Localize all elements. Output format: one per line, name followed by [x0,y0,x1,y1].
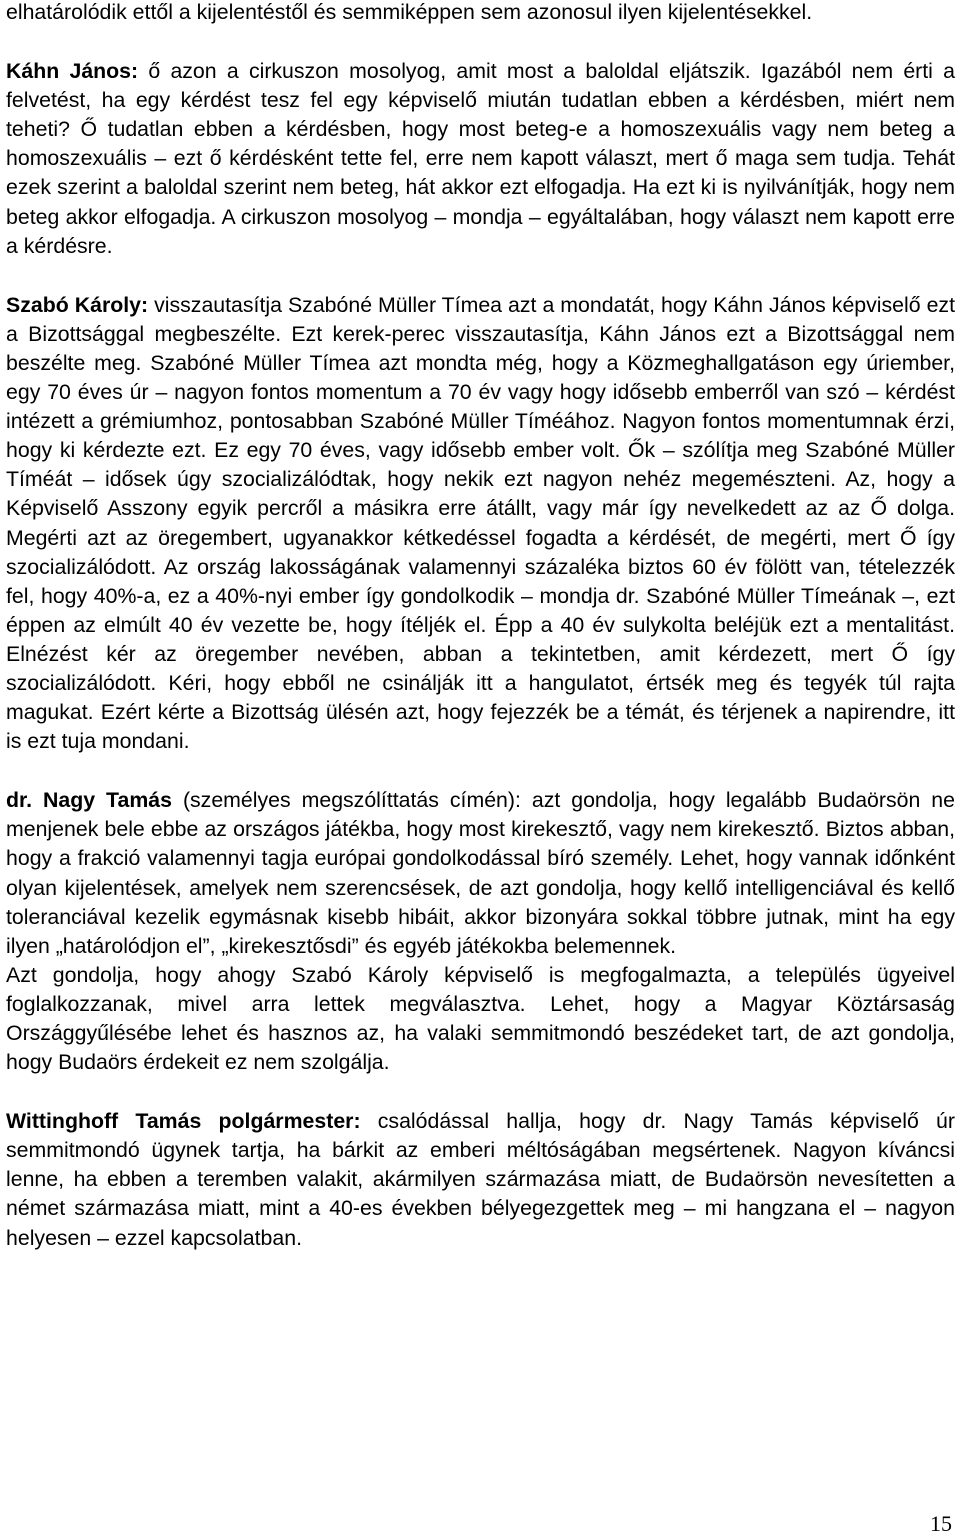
paragraph-kahn-janos [6,57,955,261]
speaker-name: Szabó Károly: [6,292,149,317]
page-number: 15 [930,1511,952,1536]
paragraph-nagy-tamas-continued [6,961,955,1077]
paragraph-text: visszautasítja Szabóné Müller Tímea azt a mondatát, hogy Káhn János képviselő ezt a Bizottsággal megbeszélte. Ezt kerek-perec visszautasítja, Káhn János ezt a Bizottsággal nem beszélte meg. Szabóné Müller Tímea azt mondta még, hogy a Közmeghallgatáson egy úriember, egy 70 éves úr – nagyon fontos momentum a 70 év vagy hogy idősebb emberről van szó – kérdést intézett a grémiumhoz, pontosabban Szabóné Müller Tíméához. Nagyon fontos momentumnak érzi, hogy ki kérdezte ezt. Ez egy 70 éves, vagy idősebb ember volt. Ők – szólítja meg Szabóné Müller Tíméát – idősek úgy szocializálódtak, hogy nekik ezt nagyon nehéz megemészteni. Az, hogy a Képviselő Asszony egyik percről a másikra erre átállt, vagy már így nevelkedett az az Ő dolga. Megérti azt az öregembert, ugyanakkor kétkedéssel fogadta a kérdését, de megérti, mert Ő így szocializálódott. Az ország lakosságának valamennyi százaléka biztos 60 év fölött van, tételezzék fel, hogy 40%-a, ez a 40%-nyi ember így gondolkodik – mondja dr. Szabóné Müller Tímeának –, ezt éppen az elmúlt 40 év vezette be, hogy ítéljék el. Épp a 40 év sulykolta beléjük ezt a mentalitást. Elnézést kér az öregember nevében, abban a tekintetben, amit kérdezett, mert Ő így szocializálódott. Kéri, hogy ebből ne csinálják itt a hangulatot, értsék meg és tegyék túl rajta magukat. Ezért kérte a Bizottság ülésén azt, hogy fejezzék be a témát, és térjenek a napirendre, itt is ezt tuja mondani. [6,292,955,754]
paragraph-text: Azt gondolja, hogy ahogy Szabó Károly képviselő is megfogalmazta, a település ügyeivel foglalkozzanak, mivel arra lettek megválasztva. Lehet, hogy a Magyar Köztársaság Országgyűlésébe lehet és hasznos az, ha valaki semmitmondó beszédeket tart, de azt gondolja, hogy Budaörs érdekeit ez nem szolgálja. [6,962,955,1075]
paragraph-nagy-tamas [6,786,955,961]
paragraph-continuation [6,0,955,27]
paragraph-wittinghoff-tamas [6,1107,955,1252]
document-page [6,0,955,1283]
paragraph-text: ő azon a cirkuszon mosolyog, amit most a baloldal eljátszik. Igazából nem érti a felvetést, ha egy kérdést tesz fel egy képviselő miután tudatlan ebben a kérdésben, miért nem teheti? Ő tudatlan ebben a kérdésben, hogy most beteg-e a homoszexuális vagy nem beteg a homoszexuális – ezt ő kérdésként tette fel, erre nem kapott választ, mert ő maga sem tudja. Tehát ezek szerint a baloldal szerint nem beteg, hát akkor ezt elfogadja. Ha ezt ki is nyilvánítják, hogy nem beteg akkor elfogadja. A cirkuszon mosolyog – mondja – egyáltalában, hogy választ nem kapott erre a kérdésre. [6,59,955,258]
paragraph-szabo-karoly [6,291,955,757]
paragraph-text: csalódással hallja, hogy dr. Nagy Tamás képviselő úr semmitmondó ügynek tartja, ha bárkit az emberi méltóságában megsértenek. Nagyon kíváncsi lenne, ha ebben a teremben valakit, akármilyen származása miatt, de Budaörsön nevesítetten a német származása miatt, mint a 40-es években bélyegezgettek meg – mi hangzana el – nagyon helyesen – ezzel kapcsolatban. [6,1109,955,1250]
paragraph-text: elhatárolódik ettől a kijelentéstől és semmiképpen sem azonosul ilyen kijelentésekkel. [6,0,813,24]
speaker-name: Wittinghoff Tamás polgármester: [6,1109,361,1134]
paragraph-text: (személyes megszólíttatás címén): azt gondolja, hogy legalább Budaörsön ne menjenek bele ebbe az országos játékba, hogy most kirekesztő, vagy nem kirekesztő. Biztos abban, hogy a frakció valamennyi tagja európai gondolkodással bíró személy. Lehet, hogy vannak időnként olyan kijelentések, amelyek nem szerencsések, de azt gondolja, hogy kellő intelligenciával és kellő toleranciával kezelik egymásnak kisebb hibáit, akkor bizonyára sokkal többre jutnak, mint ha egy ilyen „határolódjon el”, „kirekesztősdi” és egyéb játékokba belemennek. [6,788,955,958]
speaker-name: Káhn János: [6,59,139,84]
speaker-name: dr. Nagy Tamás [6,788,172,813]
